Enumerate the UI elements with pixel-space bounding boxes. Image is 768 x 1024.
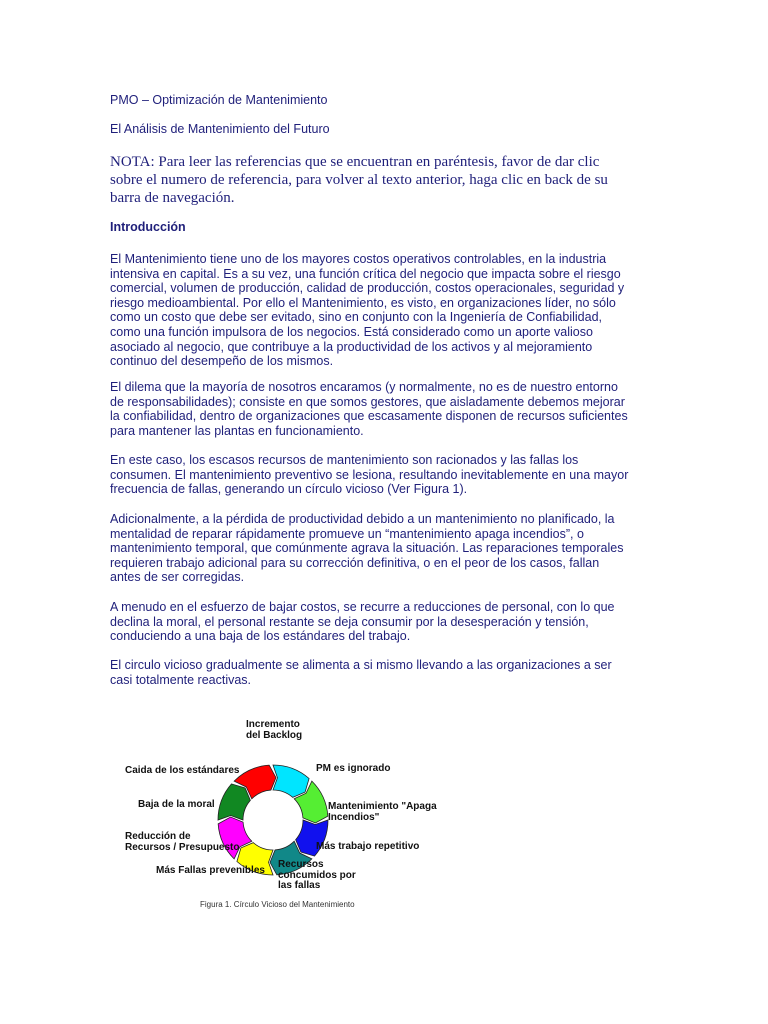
segment-cyan: [273, 765, 309, 797]
paragraph: El dilema que la mayoría de nosotros encaramos (y normalmente, no es de nuestro entorno de responsabilidades); consiste en que somos gestores, que aisladamente debemos mejorar la confiabilidad, dentro de organizaciones que escasamente disponen de recursos suficientes para mantener las plantas en funcionamiento.: [110, 380, 628, 438]
paragraph: El Mantenimiento tiene uno de los mayores costos operativos controlables, en la industria intensiva en capital. Es a su vez, una función crítica del negocio que impacta sobre el riesgo comercial, volumen de producción, calidad de producción, costos operacionales, seguridad y riesgo medioambiental. Por ello el Mantenimiento, es visto, en organizaciones líder, no sólo como un costo que debe ser evitado, sino en conjunto con la Ingeniería de Confiabilidad, como una función impulsora de los negocios. Está considerado como un aporte valioso asociado al negocio, que contribuye a la productividad de los activos y al mejoramiento continuo del desempeño de los mismos.: [110, 252, 625, 369]
label-caida-estandares: Caida de los estándares: [125, 765, 240, 776]
label-pm-ignorado: PM es ignorado: [316, 763, 391, 774]
label-baja-moral: Baja de la moral: [138, 799, 215, 810]
label-mas-fallas: Más Fallas prevenibles: [156, 865, 265, 876]
label-apaga-incendios: Mantenimiento "Apaga Incendios": [328, 801, 437, 823]
section-heading: Introducción: [110, 220, 186, 234]
doc-title: PMO – Optimización de Mantenimiento: [110, 93, 328, 107]
figure-caption: Figura 1. Círculo Vicioso del Mantenimiento: [200, 900, 355, 909]
label-backlog: Incremento del Backlog: [246, 719, 303, 741]
doc-subtitle: El Análisis de Mantenimiento del Futuro: [110, 122, 330, 136]
nota-paragraph: NOTA: Para leer las referencias que se encuentran en paréntesis, favor de dar clic sobre el numero de referencia, para volver al texto anterior, haga clic en back de su barra de navegación.: [110, 154, 608, 206]
paragraph: El circulo vicioso gradualmente se alimenta a si mismo llevando a las organizaciones a ser casi totalmente reactivas.: [110, 658, 612, 687]
paragraph: Adicionalmente, a la pérdida de productividad debido a un mantenimiento no planificado, la mentalidad de reparar rápidamente promueve un “mantenimiento apaga incendios”, o mantenimiento temporal, que comúnmente agrava la situación. Las reparaciones temporales requieren trabajo adicional para su corrección definitiva, o en el peor de los casos, fallan antes de ser corregidas.: [110, 512, 624, 585]
label-trabajo-repetitivo: Más trabajo repetitivo: [316, 841, 420, 852]
vicious-circle-figure: [118, 720, 438, 915]
segment-dark-green: [218, 784, 250, 820]
label-reduccion-recursos: Reducción de Recursos / Presupuesto: [125, 831, 240, 853]
paragraph: En este caso, los escasos recursos de mantenimiento son racionados y las fallas los consumen. El mantenimiento preventivo se lesiona, resultando inevitablemente en una mayor frecuencia de fallas, generando un círculo vicioso (Ver Figura 1).: [110, 453, 629, 497]
label-recursos-consumidos: Recursos concumidos por las fallas: [278, 859, 356, 891]
paragraph: A menudo en el esfuerzo de bajar costos, se recurre a reducciones de personal, con lo que declina la moral, el personal restante se deja consumir por la desesperación y tensión, conduciendo a una baja de los estándares del trabajo.: [110, 600, 615, 644]
